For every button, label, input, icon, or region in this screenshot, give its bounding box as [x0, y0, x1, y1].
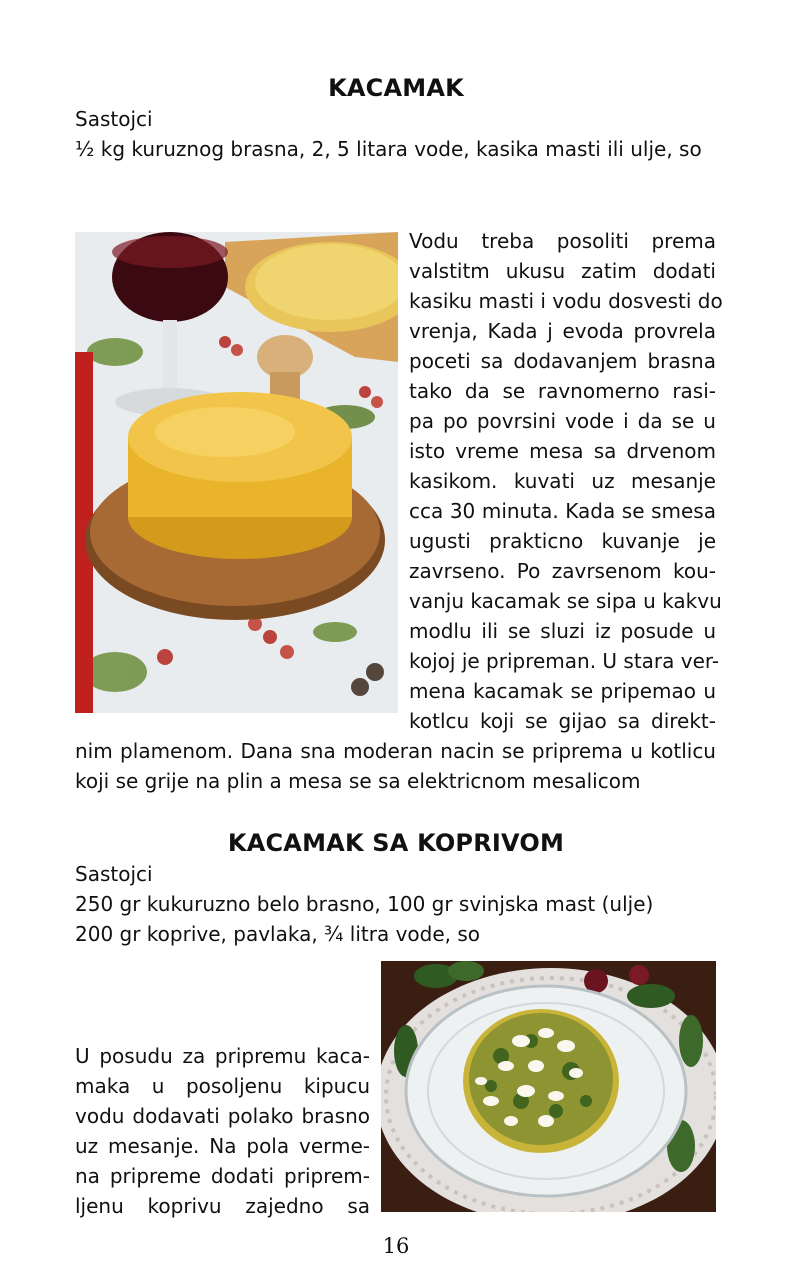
text-line: kasiku masti i vodu dosvesti do	[409, 289, 723, 313]
recipe-title-kacamak: KACAMAK	[328, 74, 464, 102]
kacamak-koprivom-photo-image	[381, 961, 716, 1212]
text-line: na pripreme dodati priprem-	[75, 1164, 370, 1188]
ingredients-text: 250 gr kukuruzno belo brasno, 100 gr svinjska mast (ulje)	[75, 892, 654, 916]
text-line: valstitm ukusu zatim dodati	[409, 259, 716, 283]
kacamak-koprivom-photo	[381, 961, 716, 1212]
kacamak-photo	[75, 232, 398, 713]
text-line: pa po povrsini vode i da se u	[409, 409, 716, 433]
ingredients-text: ½ kg kuruznog brasna, 2, 5 litara vode, kasika masti ili ulje, so	[75, 137, 702, 161]
text-line: zavrseno. Po zavrsenom kou-	[409, 559, 716, 583]
text-line: ugusti prakticno kuvanje je	[409, 529, 716, 553]
text-line: mena kacamak se pripemao u	[409, 679, 716, 703]
ingredients-text: 200 gr koprive, pavlaka, ¾ litra vode, so	[75, 922, 481, 946]
text-line: U posudu za pripremu kaca-	[75, 1044, 370, 1068]
text-line: nim plamenom. Dana sna moderan nacin se priprema u kotlicu	[75, 739, 716, 763]
text-line: Vodu treba posoliti prema	[409, 229, 716, 253]
text-line: uz mesanje. Na pola verme-	[75, 1134, 370, 1158]
text-line: vanju kacamak se sipa u kakvu	[409, 589, 722, 613]
text-line: vodu dodavati polako brasno	[75, 1104, 370, 1128]
kacamak-method-full	[75, 736, 716, 796]
recipe-title-kacamak-sa-koprivom: KACAMAK SA KOPRIVOM	[227, 829, 565, 857]
kacamak-method-wrapped	[409, 226, 723, 736]
text-line: kotlcu koji se gijao sa direkt-	[409, 709, 716, 733]
text-line: vrenja, Kada j evoda provrela	[409, 319, 716, 343]
ingredients-label: Sastojci	[75, 862, 153, 886]
text-line: cca 30 minuta. Kada se smesa	[409, 499, 716, 523]
page-number: 16	[382, 1234, 410, 1258]
text-line: kojoj je pripreman. U stara ver-	[409, 649, 720, 673]
text-line: modlu ili se sluzi iz posude u	[409, 619, 716, 643]
koprivom-method	[75, 1041, 370, 1221]
text-line: kasikom. kuvati uz mesanje	[409, 469, 716, 493]
text-line: maka u posoljenu kipucu	[75, 1074, 370, 1098]
text-line: ljenu koprivu zajedno sa	[75, 1194, 370, 1218]
text-line: koji se grije na plin a mesa se sa elektricnom mesalicom	[75, 769, 641, 793]
text-line: isto vreme mesa sa drvenom	[409, 439, 716, 463]
text-line: poceti sa dodavanjem brasna	[409, 349, 716, 373]
kacamak-photo-image	[75, 232, 398, 713]
text-line: tako da se ravnomerno rasi-	[409, 379, 716, 403]
ingredients-label: Sastojci	[75, 107, 153, 131]
